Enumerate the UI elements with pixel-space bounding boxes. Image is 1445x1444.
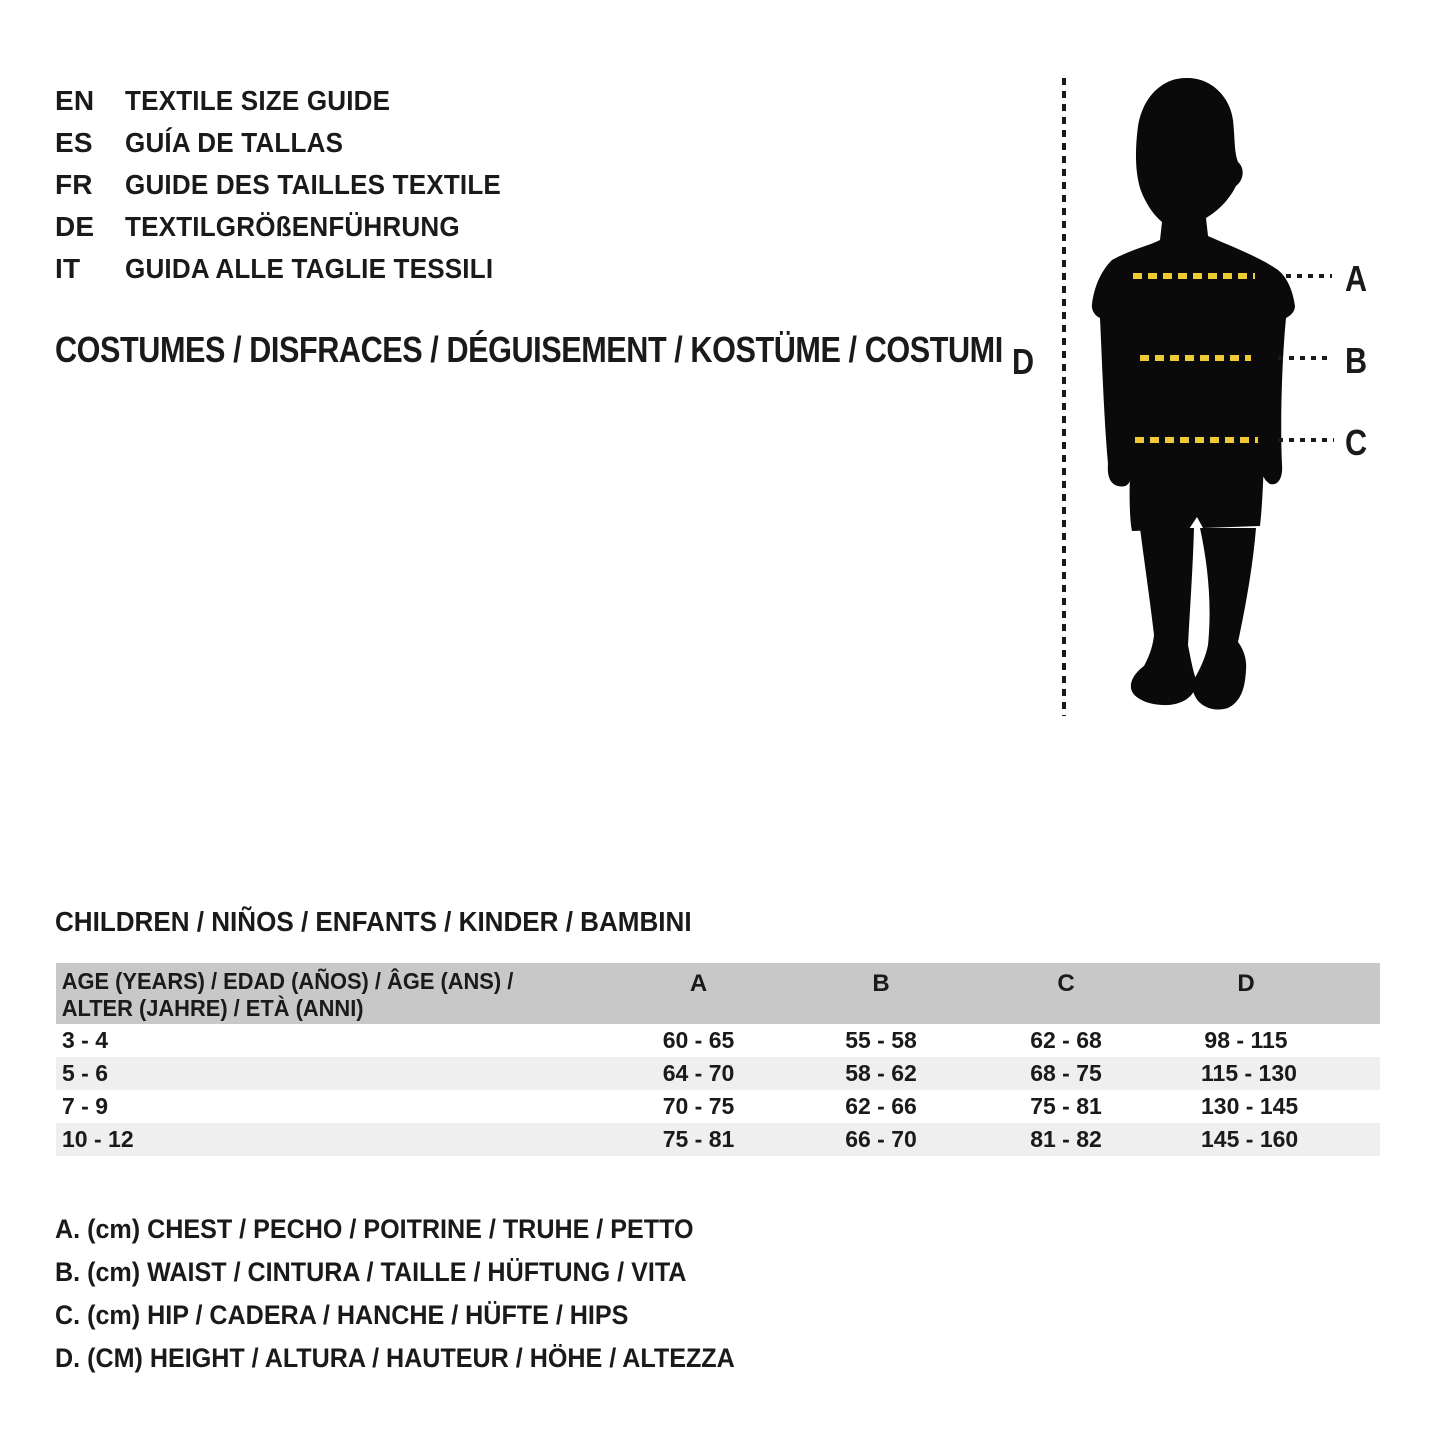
category-title: COSTUMES / DISFRACES / DÉGUISEMENT / KOSTÜME / COSTUMI (55, 329, 1003, 370)
column-header-b: B (872, 970, 890, 997)
language-code: EN (55, 85, 95, 116)
language-row-de (55, 206, 529, 248)
age-cell: 5 - 6 (62, 1060, 109, 1086)
chest-value: 64 - 70 (662, 1060, 735, 1086)
guide-title-en: TEXTILE SIZE GUIDE (125, 85, 391, 116)
hip-value: 75 - 81 (1030, 1093, 1102, 1119)
chest-value: 75 - 81 (662, 1126, 735, 1152)
waist-value: 62 - 66 (845, 1093, 917, 1119)
table-row (56, 1090, 1380, 1123)
language-code: IT (55, 253, 81, 284)
legend-chest-text: A. (cm) CHEST / PECHO / POITRINE / TRUHE / PETTO (55, 1214, 694, 1244)
guide-title-it: GUIDA ALLE TAGLIE TESSILI (125, 253, 494, 284)
legend-height (55, 1337, 786, 1380)
children-size-table (56, 963, 1380, 1156)
height-value: 145 - 160 (1201, 1126, 1299, 1152)
legend-height-text: D. (CM) HEIGHT / ALTURA / HAUTEUR / HÖHE / ALTEZZA (55, 1343, 735, 1373)
age-cell: 7 - 9 (62, 1093, 109, 1119)
language-code: ES (55, 127, 93, 158)
hip-value: 81 - 82 (1030, 1126, 1102, 1152)
age-column-header (56, 963, 541, 1024)
chest-value: 70 - 75 (662, 1093, 735, 1119)
waist-value: 66 - 70 (845, 1126, 917, 1152)
age-header-line1: AGE (YEARS) / EDAD (AÑOS) / ÂGE (ANS) / (61, 968, 514, 994)
waist-value: 58 - 62 (845, 1060, 917, 1086)
column-header-d: D (1237, 970, 1255, 997)
guide-title-es: GUÍA DE TALLAS (125, 127, 344, 158)
language-row-it (55, 248, 529, 290)
waist-connector-dots (1278, 356, 1330, 360)
column-header-a: A (689, 970, 708, 997)
legend-waist-text: B. (cm) WAIST / CINTURA / TAILLE / HÜFTUNG / VITA (55, 1257, 687, 1287)
hip-value: 62 - 68 (1030, 1027, 1102, 1053)
language-code: FR (55, 169, 93, 200)
height-value: 115 - 130 (1201, 1060, 1297, 1086)
chest-connector-dots (1286, 274, 1332, 278)
measurement-legend (55, 1208, 786, 1380)
age-cell: 3 - 4 (62, 1027, 109, 1053)
legend-waist (55, 1251, 786, 1294)
measure-label-hip-c: C (1345, 422, 1368, 463)
height-value: 130 - 145 (1201, 1093, 1299, 1119)
language-row-fr (55, 164, 529, 206)
language-code: DE (55, 211, 95, 242)
waist-value: 55 - 58 (845, 1027, 917, 1053)
height-value: 98 - 115 (1204, 1027, 1288, 1053)
chest-value: 60 - 65 (662, 1027, 735, 1053)
guide-title-fr: GUIDE DES TAILLES TEXTILE (125, 169, 501, 200)
table-row (56, 1057, 1380, 1090)
legend-hip-text: C. (cm) HIP / CADERA / HANCHE / HÜFTE / HIPS (55, 1300, 629, 1330)
column-header-c: C (1057, 970, 1075, 997)
child-silhouette (990, 60, 1445, 720)
measure-label-height-d: D (1012, 341, 1035, 382)
header-filler (1291, 963, 1380, 1024)
waist-measure-dash (1140, 355, 1251, 361)
measure-label-waist-b: B (1345, 340, 1368, 381)
legend-chest (55, 1208, 786, 1251)
language-row-es (55, 122, 529, 164)
hip-value: 68 - 75 (1030, 1060, 1102, 1086)
age-header-line2: ALTER (JAHRE) / ETÀ (ANNI) (61, 995, 364, 1021)
hip-measure-dash (1135, 437, 1258, 443)
age-cell: 10 - 12 (62, 1126, 134, 1152)
legend-hip (55, 1294, 786, 1337)
hip-connector-dots (1278, 438, 1334, 442)
language-title-list (55, 80, 529, 290)
table-row (56, 1024, 1380, 1057)
children-section-title: CHILDREN / NIÑOS / ENFANTS / KINDER / BAMBINI (55, 906, 692, 937)
chest-measure-dash (1133, 273, 1255, 279)
guide-title-de: TEXTILGRÖßENFÜHRUNG (125, 211, 460, 242)
table-row (56, 1123, 1380, 1156)
measure-label-chest-a: A (1345, 258, 1368, 299)
table-header-row (56, 963, 1380, 1024)
language-row-en (55, 80, 529, 122)
